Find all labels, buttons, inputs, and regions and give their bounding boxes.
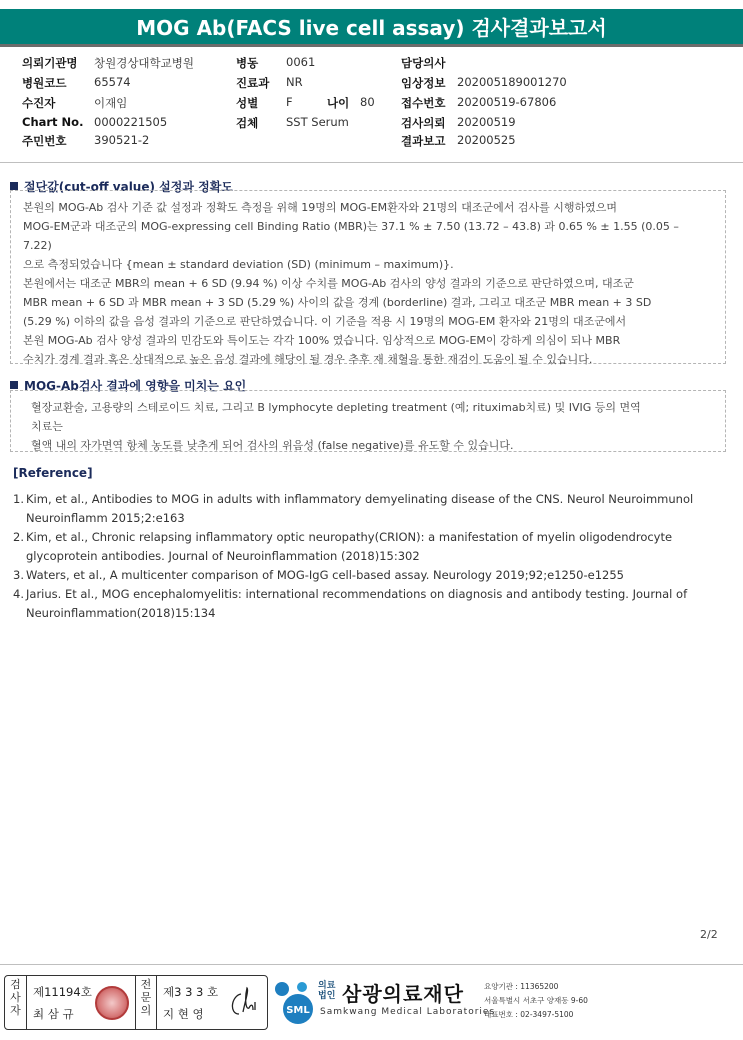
cutoff-section [10,190,726,364]
info-label: 병동 [236,56,259,70]
info-row [0,75,743,93]
text-line: 본원의 MOG-Ab 검사 기준 값 설정과 정확도 측정을 위해 19명의 MOG-EM환자와 21명의 대조군에서 검사를 시행하였으며 [23,201,617,214]
info-label: 의뢰기관명 [22,56,78,70]
info-value: 20200519 [457,115,516,129]
section-body [31,398,721,455]
square-bullet-icon [10,182,18,190]
info-row [0,115,743,133]
info-value: 0061 [286,55,316,69]
examiner-name: 최 삼 규 [33,1007,74,1021]
text-line: 치료는 [31,420,63,433]
reference-number: 3. [13,568,24,582]
text-line: (5.29 %) 이하의 값을 음성 결과의 기준으로 판단하였습니다. 이 기준을 적용 시 19명의 MOG-EM 환자와 21명의 대조군에서 [23,315,627,328]
specialist-name: 지 현 영 [163,1007,204,1021]
reference-list [13,490,733,623]
specialist-license: 제3 3 3 호 [163,985,219,999]
footer-divider [0,964,743,965]
org-name: 삼광의료재단 [342,982,464,1006]
info-value: 80 [360,95,375,109]
reference-text-cont: Neuroinflamm 2015;2:e163 [26,511,185,525]
info-value: F [286,95,293,109]
info-label: 주민번호 [22,134,67,148]
org-code: 요양기관 : 11365200 [484,982,559,991]
specialist-label [135,976,157,1029]
reference-item [13,585,733,623]
info-value: 0000221505 [94,115,168,129]
official-seal-icon [95,986,129,1020]
info-label: 결과보고 [401,134,446,148]
org-contact [484,980,588,1022]
info-value: 390521-2 [94,133,150,147]
reference-item [13,490,733,528]
text-line: 본원 MOG-Ab 검사 양성 결과의 민감도와 특이도는 각각 100% 였습니다. 임상적으로 MOG-EM이 강하게 의심이 되나 MBR [23,334,621,347]
section-heading-text: MOG-Ab검사 결과에 영향을 미치는 요인 [24,379,247,393]
examiner-label-text: 검사자 [10,978,21,1017]
logo-mark-text: SML [286,1005,310,1016]
text-line: 7.22) [23,239,52,252]
reference-text: Kim, et al., Antibodies to MOG in adults with inflammatory demyelinating disease of the CNS. Neurol Neuroimmunol [26,492,694,506]
info-value: 65574 [94,75,131,89]
info-row [0,133,743,151]
info-label: 성별 [236,96,259,110]
org-type-line: 의료 [318,981,336,991]
org-phone: 대표번호 : 02-3497-5100 [484,1010,574,1019]
text-line: MBR mean + 6 SD 과 MBR mean + 3 SD (5.29 %) 사이의 값을 경계 (borderline) 결과, 그리고 대조군 MBR mean + 3 SD [23,296,652,309]
info-row [0,95,743,113]
examiner-license: 제11194호 [33,985,92,999]
specialist-label-text: 전문의 [140,978,152,1017]
org-type [318,981,335,1001]
examiner-label [5,976,27,1029]
info-label: 병원코드 [22,76,67,90]
report-title: MOG Ab(FACS live cell assay) 검사결과보고서 [0,9,743,47]
divider [0,162,743,163]
info-value: SST Serum [286,115,349,129]
reference-text-cont: Neuroinflammation(2018)15:134 [26,606,216,620]
reference-item [13,566,733,585]
square-bullet-icon [10,381,18,389]
org-address: 서울특별시 서초구 양재동 9-60 [484,996,588,1005]
factors-section [10,390,726,452]
sml-logo-icon [272,977,318,1027]
info-value: NR [286,75,303,89]
reference-text: Jarius. Et al., MOG encephalomyelitis: international recommendations on diagnosis and antibody testing. Journal of [26,587,688,601]
info-value: 이재임 [94,96,128,110]
info-label: 나이 [327,96,350,110]
section-body [23,198,723,369]
text-line: 혈장교환술, 고용량의 스테로이드 치료, 그리고 B lymphocyte depleting treatment (예; rituximab치료) 및 IVIG 등의 면역 [31,401,641,414]
reference-text-cont: glycoprotein antibodies. Journal of Neuroinflammation (2018)15:302 [26,549,420,563]
signature-box [4,975,268,1030]
reference-number: 1. [13,492,24,506]
org-name-english: Samkwang Medical Laboratories [320,1007,496,1017]
reference-text: Kim, et al., Chronic relapsing inflammatory optic neuropathy(CRION): a manifestation of myelin oligodendrocyte [26,530,673,544]
text-line: 혈액 내의 자가면역 항체 농도를 낮추게 되어 검사의 위음성 (false negative)를 유도할 수 있습니다. [31,439,514,452]
text-line: MOG-EM군과 대조군의 MOG-expressing cell Binding Ratio (MBR)는 37.1 % ± 7.50 (13.72 – 43.8) 과 0.65 % ± 1.55 (0.05 – [23,220,679,233]
info-label: 수진자 [22,96,56,110]
page-number: 2/2 [700,928,718,941]
reference-item [13,528,733,566]
info-value: 창원경상대학교병원 [94,56,194,70]
text-line: 본원에서는 대조군 MBR의 mean + 6 SD (9.94 %) 이상 수치를 MOG-Ab 검사의 양성 결과의 기준으로 판단하였으며, 대조군 [23,277,634,290]
info-row [0,55,743,73]
info-value: 202005189001270 [457,75,567,89]
reference-number: 2. [13,530,24,544]
info-label: 담당의사 [401,56,446,70]
org-type-line: 법인 [318,991,336,1001]
reference-heading: [Reference] [13,466,93,480]
text-line: 수치가 경계 결과 혹은 상대적으로 높은 음성 결과에 해당이 될 경우 추후 재 채혈을 통한 재검이 도움이 될 수 있습니다. [23,353,593,366]
info-label: 임상정보 [401,76,446,90]
info-label: 검체 [236,116,259,130]
info-label: 진료과 [236,76,270,90]
text-line: 으로 측정되었습니다 {mean ± standard deviation (SD) (minimum – maximum)}. [23,258,454,271]
section-heading-text: 절단값(cut-off value) 설정과 정확도 [24,180,233,194]
info-label: 접수번호 [401,96,446,110]
info-label: Chart No. [22,115,84,129]
reference-number: 4. [13,587,24,601]
handwritten-signature-icon [227,984,261,1022]
info-label: 검사의뢰 [401,116,446,130]
info-value: 20200525 [457,133,516,147]
reference-text: Waters, et al., A multicenter comparison of MOG-IgG cell-based assay. Neurology 2019;92;e1250-e1255 [26,568,624,582]
info-value: 20200519-67806 [457,95,557,109]
